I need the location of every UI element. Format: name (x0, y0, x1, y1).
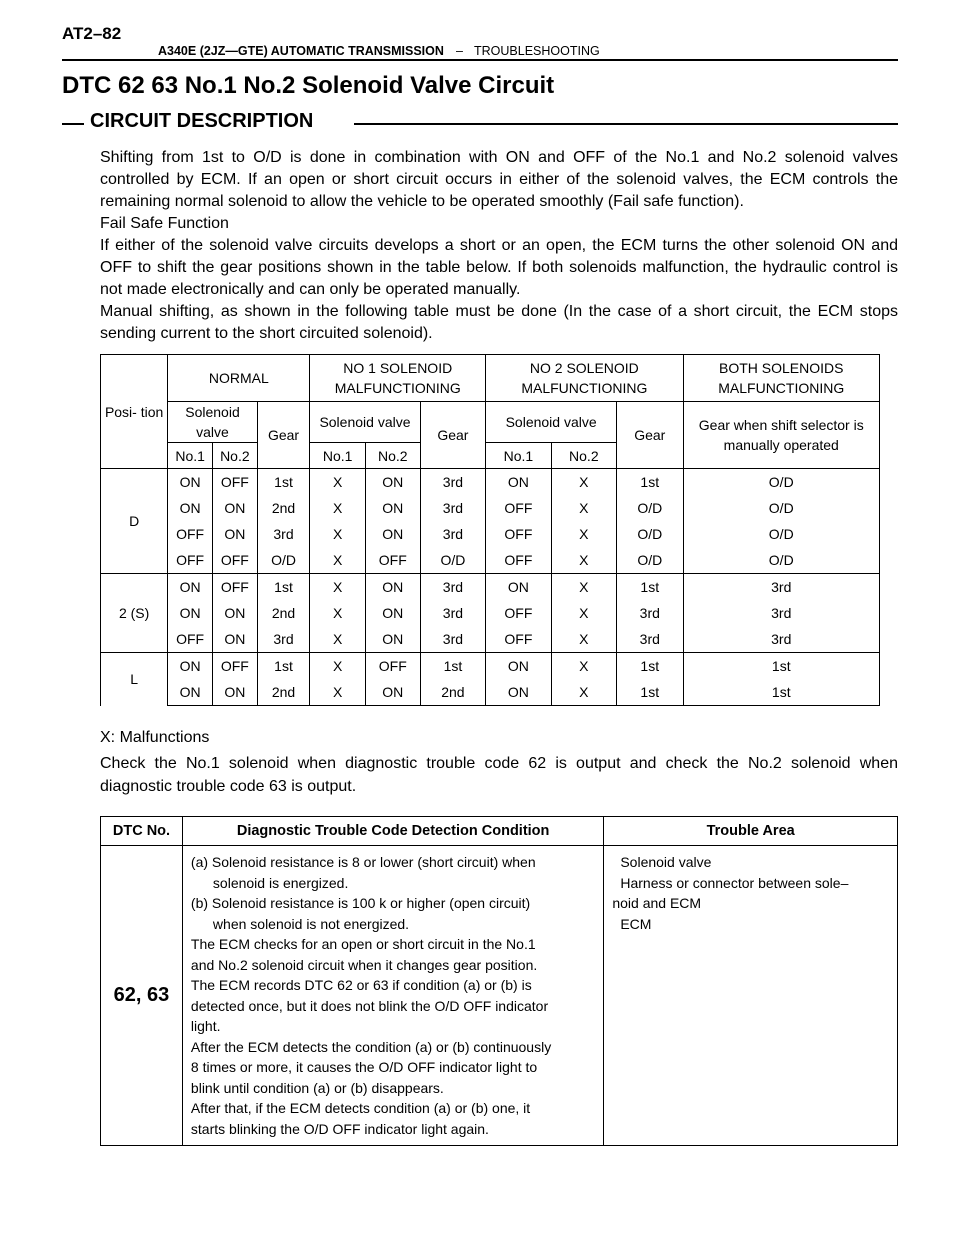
table-cell: X (310, 653, 366, 680)
table-cell: ON (486, 574, 551, 601)
table-cell: OFF (212, 574, 257, 601)
table-cell: ON (365, 495, 420, 521)
table-cell: X (551, 626, 616, 653)
trouble-area-header: Trouble Area (604, 817, 898, 846)
condition-line: The ECM checks for an open or short circuit in the No.1 (190, 936, 536, 952)
heading-rule-right (354, 123, 898, 125)
table-cell: ON (212, 600, 257, 626)
dtc-code: 62, 63 (101, 846, 183, 1146)
header-separator: – (456, 44, 463, 58)
malfunction-legend: X: Malfunctions (100, 729, 210, 746)
table-cell: 3rd (683, 626, 880, 653)
detection-condition (182, 846, 603, 1146)
table-cell: OFF (486, 547, 551, 574)
table-cell: 3rd (257, 521, 310, 547)
table-cell: 1st (617, 653, 683, 680)
trouble-area-item: Harness or connector between sole– (620, 874, 849, 891)
table-cell: 3rd (420, 626, 486, 653)
table-cell: OFF (212, 469, 257, 496)
solenoid-valve-header: Solenoid valve (486, 402, 617, 443)
table-cell: ON (486, 679, 551, 706)
table-cell: ON (365, 521, 420, 547)
table-cell: O/D (420, 547, 486, 574)
no2-header: No.2 (365, 443, 420, 469)
table-cell: ON (168, 653, 213, 680)
table-cell: 1st (683, 653, 880, 680)
table-cell: 3rd (420, 600, 486, 626)
table-cell: O/D (617, 521, 683, 547)
table-cell: X (310, 469, 366, 496)
gear-header: Gear (257, 402, 310, 469)
table-row (101, 600, 880, 626)
table-cell: 1st (257, 653, 310, 680)
header-rule (62, 59, 898, 61)
page-number: AT2–82 (62, 24, 122, 43)
table-cell: ON (168, 574, 213, 601)
position-cell: L (101, 653, 168, 706)
gear-header: Gear (617, 402, 683, 469)
trouble-area (604, 846, 898, 1146)
table-cell: X (551, 495, 616, 521)
description-paragraph: Manual shifting, as shown in the following table must be done (In the case of a short circuit, the ECM stops sending current to the short circuited solenoid). (100, 303, 898, 342)
table-cell: 2nd (257, 600, 310, 626)
table-row (101, 547, 880, 574)
manual-gear-header: Gear when shift selector is manually operated (683, 402, 880, 469)
no1-header: No.1 (486, 443, 551, 469)
section-heading-text: CIRCUIT DESCRIPTION (90, 110, 314, 132)
condition-line: After the ECM detects the condition (a) or (b) continuously (190, 1038, 552, 1055)
table-cell: 3rd (420, 495, 486, 521)
table-cell: OFF (168, 547, 213, 574)
table-cell: O/D (617, 547, 683, 574)
table-cell: X (551, 547, 616, 574)
condition-line: when solenoid is not energized. (212, 915, 410, 932)
check-paragraph: Check the No.1 solenoid when diagnostic trouble code 62 is output and check the No.2 solenoid when diagnostic trouble code 63 is output. (100, 755, 898, 795)
position-cell: D (101, 469, 168, 574)
fail-safe-heading: Fail Safe Function (100, 215, 229, 232)
condition-line: (b) Solenoid resistance is 100 k or higher (open circuit) (190, 895, 531, 911)
table-cell: 1st (420, 653, 486, 680)
table-cell: X (310, 574, 366, 601)
position-cell: 2 (S) (101, 574, 168, 653)
table-cell: O/D (683, 469, 880, 496)
solenoid-valve-header: Solenoid valve (168, 402, 257, 443)
table-cell: X (310, 495, 366, 521)
table-cell: X (551, 469, 616, 496)
table-cell: ON (365, 626, 420, 653)
check-instruction (100, 752, 898, 798)
table-cell: 3rd (617, 626, 683, 653)
no1-malfunction-header: NO 1 SOLENOID MALFUNCTIONING (310, 355, 486, 402)
table-cell: X (551, 679, 616, 706)
table-cell: ON (486, 653, 551, 680)
table-cell: 2nd (420, 679, 486, 706)
condition-line: light. (190, 1018, 221, 1034)
dtc-table (100, 816, 898, 1146)
table-cell: 3rd (683, 600, 880, 626)
condition-line: solenoid is energized. (212, 874, 349, 891)
table-cell: ON (365, 679, 420, 706)
table-cell: 2nd (257, 679, 310, 706)
detection-condition-header: Diagnostic Trouble Code Detection Condition (182, 817, 603, 846)
both-malfunction-header: BOTH SOLENOIDS MALFUNCTIONING (683, 355, 880, 402)
condition-line: After that, if the ECM detects condition (a) or (b) one, it (190, 1100, 531, 1116)
table-cell: 3rd (257, 626, 310, 653)
no1-header: No.1 (168, 443, 213, 469)
table-cell: 3rd (420, 469, 486, 496)
condition-line: 8 times or more, it causes the O/D OFF indicator light to (190, 1059, 538, 1075)
table-cell: X (310, 521, 366, 547)
table-row (101, 653, 880, 680)
condition-line: starts blinking the O/D OFF indicator light again. (190, 1120, 489, 1137)
table-row (101, 679, 880, 706)
table-cell: ON (212, 495, 257, 521)
trouble-area-item: ECM (620, 915, 652, 932)
solenoid-table-body (101, 469, 880, 706)
table-cell: 1st (617, 469, 683, 496)
table-cell: ON (168, 469, 213, 496)
no2-header: No.2 (551, 443, 616, 469)
table-cell: ON (168, 495, 213, 521)
table-cell: OFF (212, 653, 257, 680)
table-row (101, 469, 880, 496)
table-row (101, 574, 880, 601)
no1-header: No.1 (310, 443, 366, 469)
circuit-description-heading (62, 110, 898, 138)
table-cell: X (551, 574, 616, 601)
table-cell: ON (212, 521, 257, 547)
table-cell: 3rd (420, 574, 486, 601)
dtc-no-header: DTC No. (101, 817, 183, 846)
table-cell: OFF (168, 521, 213, 547)
heading-rule-left (62, 123, 84, 125)
table-cell: OFF (365, 547, 420, 574)
table-cell: O/D (683, 547, 880, 574)
description-paragraph: Shifting from 1st to O/D is done in combination with ON and OFF of the No.1 and No.2 solenoid valves controlled by ECM. If an open or short circuit occurs in either of the solenoid valves, the ECM controls the remaining normal solenoid to allow the vehicle to be operated smoothly (Fail safe function). (100, 149, 898, 210)
table-cell: OFF (168, 626, 213, 653)
normal-header: NORMAL (168, 355, 310, 402)
table-cell: ON (486, 469, 551, 496)
circuit-description (100, 147, 898, 345)
table-cell: O/D (683, 521, 880, 547)
condition-line: (a) Solenoid resistance is 8 or lower (short circuit) when (190, 854, 536, 870)
table-cell: X (551, 600, 616, 626)
condition-line: blink until condition (a) or (b) disappears. (190, 1079, 444, 1096)
table-cell: O/D (257, 547, 310, 574)
table-row (101, 495, 880, 521)
table-cell: ON (365, 600, 420, 626)
table-cell: 1st (257, 574, 310, 601)
gear-header: Gear (420, 402, 486, 469)
manual-title: A340E (2JZ—GTE) AUTOMATIC TRANSMISSION (158, 44, 444, 58)
table-cell: OFF (212, 547, 257, 574)
table-cell: 1st (617, 574, 683, 601)
table-cell: X (310, 626, 366, 653)
table-cell: ON (365, 469, 420, 496)
section-label: TROUBLESHOOTING (474, 44, 600, 58)
table-cell: OFF (486, 521, 551, 547)
table-cell: 1st (257, 469, 310, 496)
table-cell: ON (168, 600, 213, 626)
position-header: Posi- tion (101, 355, 168, 469)
condition-line: and No.2 solenoid circuit when it changes gear position. (190, 956, 538, 973)
table-cell: O/D (617, 495, 683, 521)
table-cell: ON (212, 679, 257, 706)
table-cell: X (551, 653, 616, 680)
no2-malfunction-header: NO 2 SOLENOID MALFUNCTIONING (486, 355, 683, 402)
condition-line: detected once, but it does not blink the O/D OFF indicator (190, 997, 549, 1014)
description-paragraph: If either of the solenoid valve circuits develops a short or an open, the ECM turns the other solenoid ON and OFF to shift the gear positions shown in the table below. If both solenoids malfunction, the hydraulic control is not made electronically and can only be operated manually. (100, 237, 898, 298)
table-cell: ON (365, 574, 420, 601)
table-cell: X (310, 679, 366, 706)
condition-line: The ECM records DTC 62 or 63 if condition (a) or (b) is (190, 977, 532, 993)
table-cell: O/D (683, 495, 880, 521)
trouble-area-item: noid and ECM (612, 895, 702, 911)
page-title: DTC 62 63 No.1 No.2 Solenoid Valve Circuit (62, 72, 555, 99)
table-cell: X (551, 521, 616, 547)
no2-header: No.2 (212, 443, 257, 469)
table-cell: OFF (486, 600, 551, 626)
table-cell: OFF (486, 626, 551, 653)
table-cell: X (310, 600, 366, 626)
table-row (101, 626, 880, 653)
table-cell: 3rd (617, 600, 683, 626)
trouble-area-item: Solenoid valve (620, 854, 712, 870)
table-cell: 1st (683, 679, 880, 706)
table-cell: ON (212, 626, 257, 653)
table-cell: 3rd (420, 521, 486, 547)
table-cell: 1st (617, 679, 683, 706)
table-cell: 2nd (257, 495, 310, 521)
solenoid-shift-table (100, 354, 880, 706)
table-row (101, 521, 880, 547)
table-cell: OFF (486, 495, 551, 521)
table-cell: X (310, 547, 366, 574)
table-cell: ON (168, 679, 213, 706)
solenoid-valve-header: Solenoid valve (310, 402, 420, 443)
table-cell: OFF (365, 653, 420, 680)
table-cell: 3rd (683, 574, 880, 601)
